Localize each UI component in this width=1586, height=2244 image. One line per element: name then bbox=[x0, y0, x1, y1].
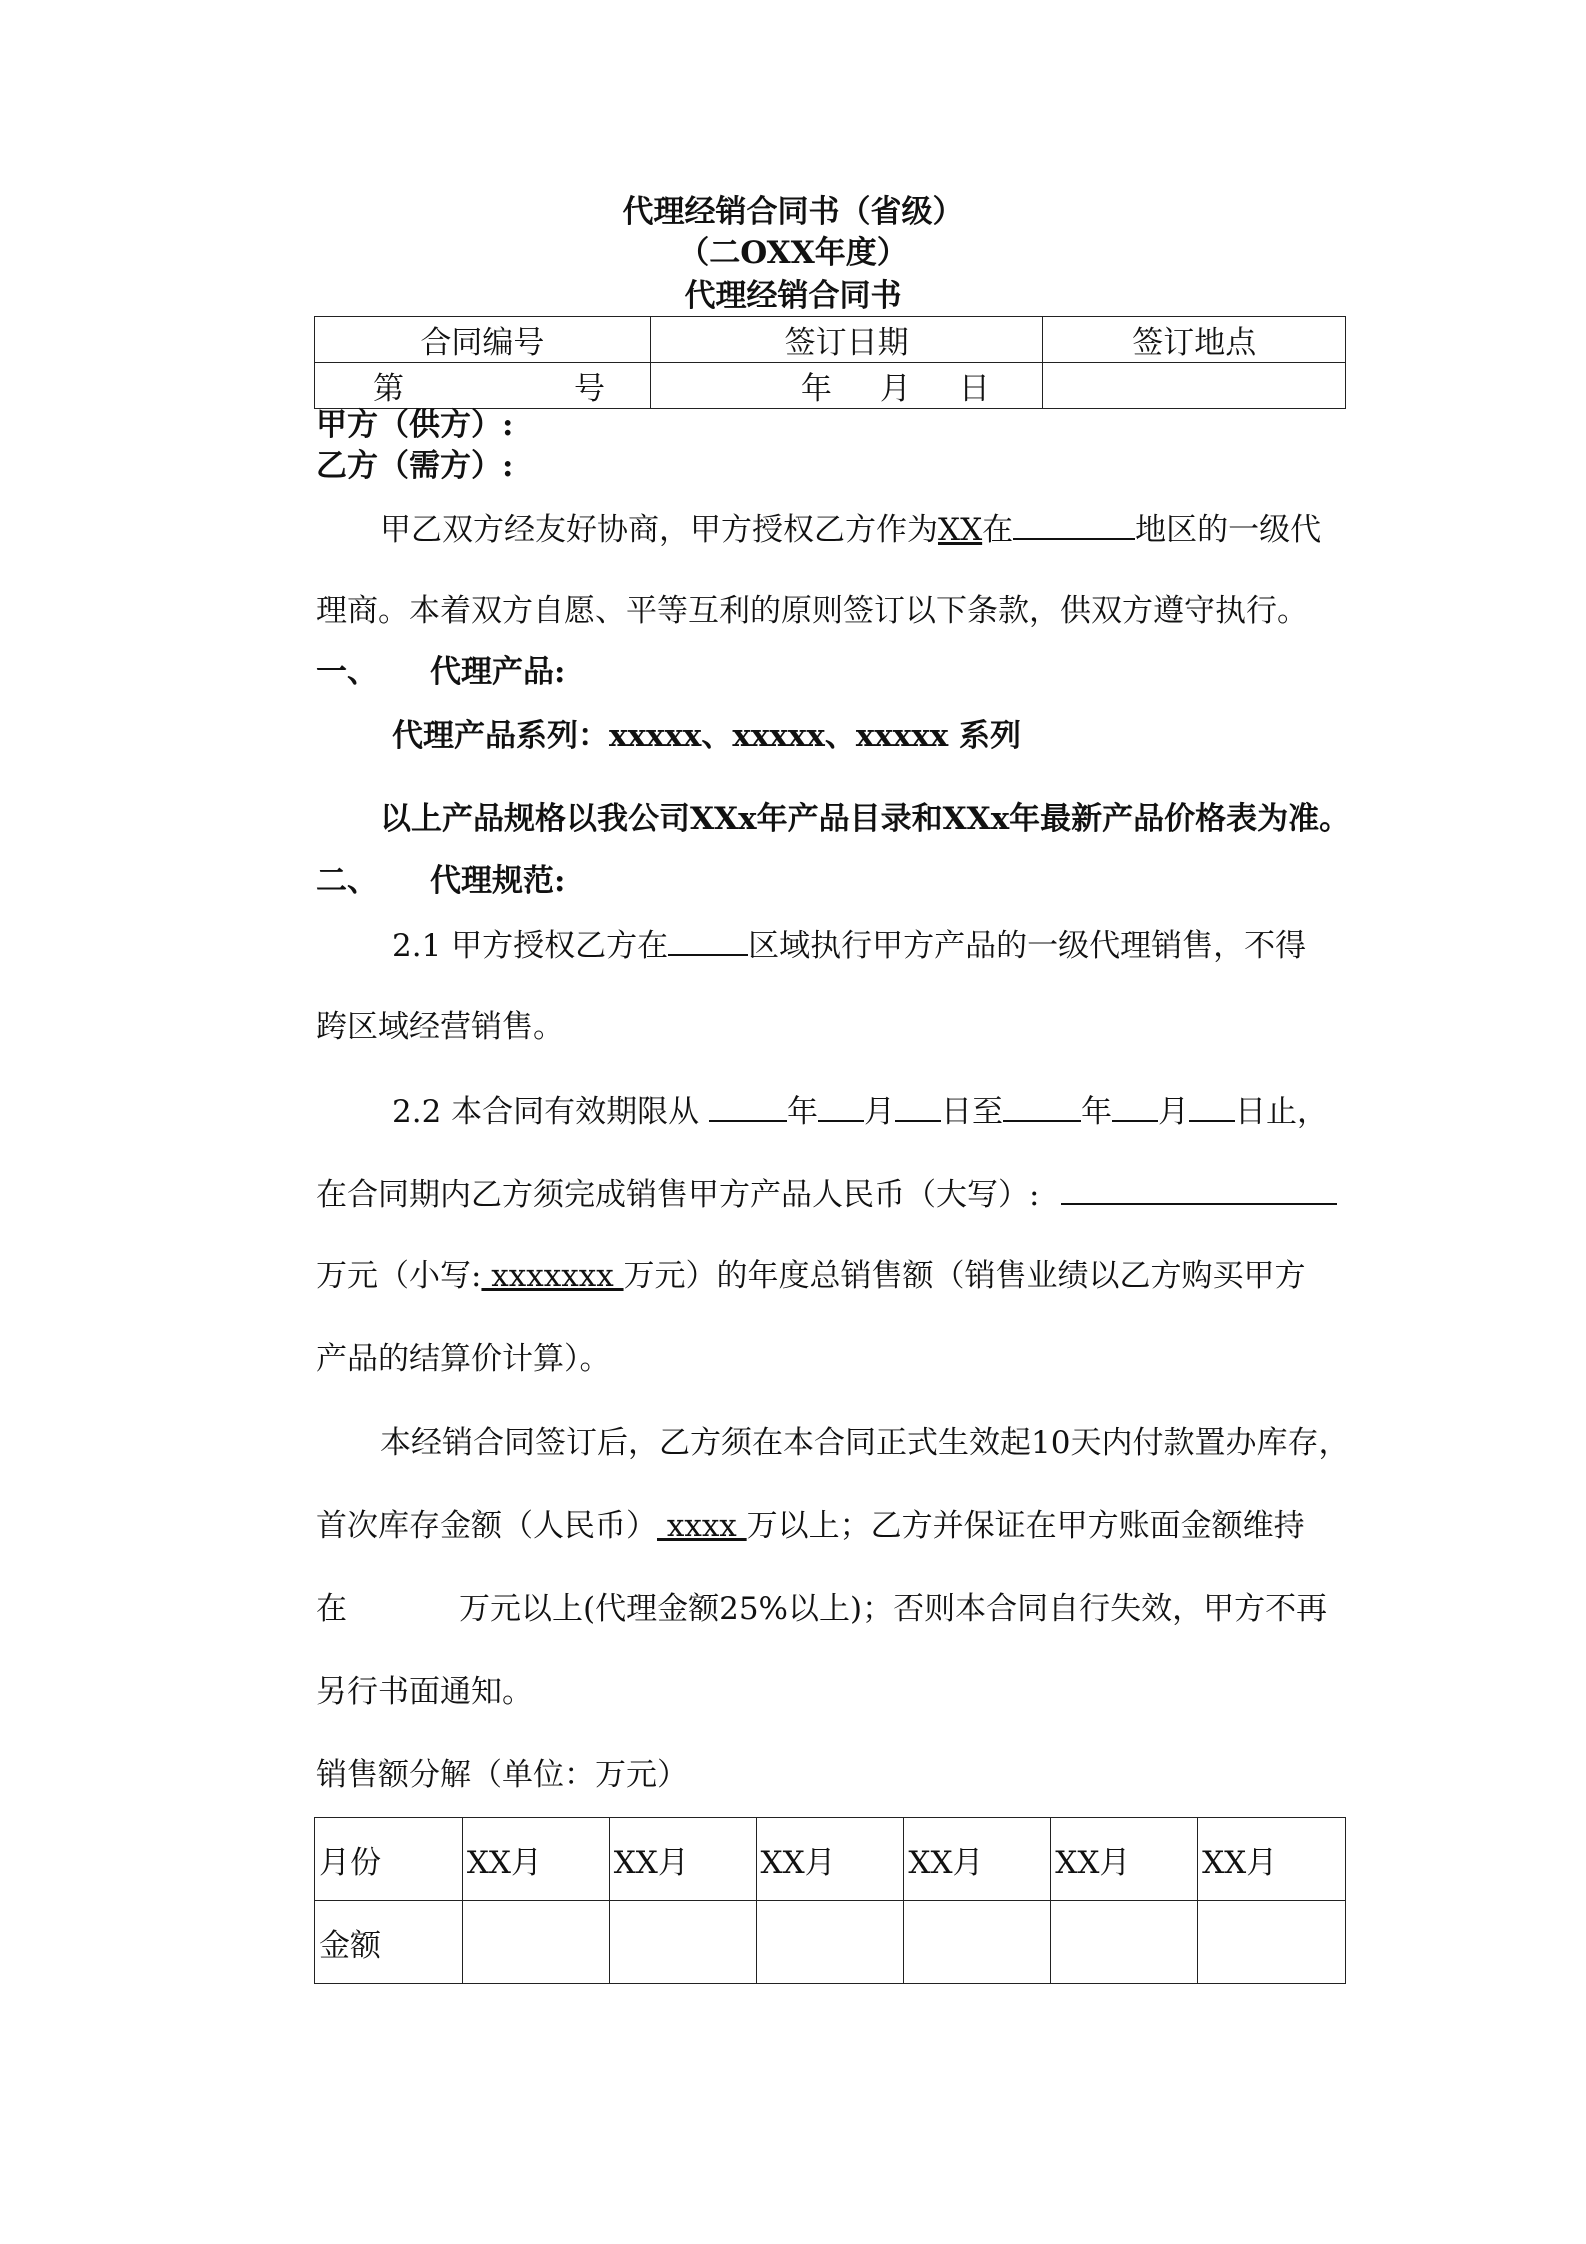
text: 2.1 甲方授权乙方在 bbox=[392, 928, 669, 964]
title-line-1: 代理经销合同书（省级） bbox=[622, 194, 964, 230]
text: 万元（小写: bbox=[316, 1258, 482, 1294]
year-label: 年 bbox=[800, 371, 832, 407]
party-a: 甲方（供方）: bbox=[316, 407, 514, 443]
start-day-blank[interactable] bbox=[895, 1090, 941, 1122]
section1-num: 一、 bbox=[316, 654, 378, 690]
contract-no-cell[interactable] bbox=[315, 363, 651, 409]
no-suffix: 号 bbox=[574, 371, 605, 407]
section2-num: 二、 bbox=[316, 863, 378, 899]
month-cell: XX月 bbox=[609, 1818, 756, 1901]
clause-2-2-line-2 bbox=[316, 1173, 1337, 1215]
title-line-3: 代理经销合同书 bbox=[684, 278, 902, 314]
month-cell: XX月 bbox=[756, 1818, 904, 1901]
text: 2.2 本合同有效期限从 bbox=[392, 1094, 700, 1130]
table-row bbox=[315, 1818, 1346, 1901]
text: 地区的一级代 bbox=[1135, 512, 1322, 548]
amount-cell[interactable] bbox=[1051, 1901, 1198, 1984]
start-year-blank[interactable] bbox=[709, 1090, 787, 1122]
text: 万以上；乙方并保证在甲方账面金额维持 bbox=[746, 1508, 1305, 1544]
text: 区域执行甲方产品的一级代理销售，不得 bbox=[748, 928, 1307, 964]
stock-line-2 bbox=[316, 1506, 1305, 1546]
stock-line-3 bbox=[316, 1589, 1327, 1629]
product-series: 代理产品系列：xxxxx、xxxxx、xxxxx 系列 bbox=[392, 718, 1022, 754]
clause-2-2-line-1 bbox=[392, 1090, 1328, 1132]
amount-in-figures[interactable]: xxxxxxx bbox=[481, 1258, 624, 1294]
contract-info-table bbox=[314, 316, 1346, 409]
sales-breakdown-table bbox=[314, 1817, 1346, 1984]
text: 日至 bbox=[941, 1094, 1004, 1130]
text: 年 bbox=[787, 1094, 819, 1130]
text: 万元以上(代理金额25%以上)；否则本合同自行失效，甲方不再 bbox=[459, 1591, 1328, 1627]
text: 甲乙双方经友好协商，甲方授权乙方作为 bbox=[380, 512, 938, 548]
sign-place-cell[interactable] bbox=[1043, 363, 1346, 409]
month-row-label: 月份 bbox=[315, 1818, 463, 1901]
area-blank[interactable] bbox=[668, 924, 748, 956]
amount-in-words-blank[interactable] bbox=[1061, 1173, 1337, 1205]
sales-caption: 销售额分解（单位：万元） bbox=[316, 1757, 688, 1793]
amount-row-label: 金额 bbox=[315, 1901, 463, 1984]
product-note: 以上产品规格以我公司XXx年产品目录和XXx年最新产品价格表为准。 bbox=[380, 801, 1351, 837]
month-cell: XX月 bbox=[904, 1818, 1051, 1901]
header-contract-no: 合同编号 bbox=[315, 317, 651, 363]
title-line-2: （二OXX年度） bbox=[678, 235, 908, 271]
sign-date-cell[interactable] bbox=[650, 363, 1043, 409]
intro-line-1 bbox=[380, 508, 1321, 550]
text: 万元）的年度总销售额（销售业绩以乙方购买甲方 bbox=[623, 1258, 1306, 1294]
clause-2-2-line-4: 产品的结算价计算）。 bbox=[316, 1341, 611, 1377]
section2-title: 代理规范: bbox=[430, 863, 566, 899]
initial-stock-amount[interactable]: xxxx bbox=[657, 1508, 747, 1544]
amount-cell[interactable] bbox=[756, 1901, 904, 1984]
text: 首次库存金额（人民币） bbox=[316, 1508, 657, 1544]
amount-cell[interactable] bbox=[609, 1901, 756, 1984]
amount-cell[interactable] bbox=[462, 1901, 609, 1984]
end-year-blank[interactable] bbox=[1003, 1090, 1081, 1122]
end-day-blank[interactable] bbox=[1189, 1090, 1235, 1122]
text: 在 bbox=[982, 512, 1014, 548]
header-sign-place: 签订地点 bbox=[1043, 317, 1346, 363]
text: 月 bbox=[1158, 1094, 1190, 1130]
text: 月 bbox=[864, 1094, 896, 1130]
day-label: 日 bbox=[958, 371, 990, 407]
amount-cell[interactable] bbox=[1198, 1901, 1346, 1984]
party-b: 乙方（需方）: bbox=[316, 448, 514, 484]
no-prefix: 第 bbox=[373, 371, 404, 407]
table-row bbox=[315, 1901, 1346, 1984]
text: 在合同期内乙方须完成销售甲方产品人民币（大写）: bbox=[316, 1177, 1040, 1213]
text: 日止， bbox=[1235, 1094, 1329, 1130]
agent-name[interactable]: XX bbox=[938, 512, 983, 548]
month-cell: XX月 bbox=[1051, 1818, 1198, 1901]
stock-line-1: 本经销合同签订后，乙方须在本合同正式生效起10天内付款置办库存， bbox=[380, 1425, 1350, 1461]
amount-cell[interactable] bbox=[904, 1901, 1051, 1984]
clause-2-1-line-1 bbox=[392, 924, 1306, 966]
start-month-blank[interactable] bbox=[818, 1090, 864, 1122]
stock-line-4: 另行书面通知。 bbox=[316, 1674, 533, 1710]
text: 在 bbox=[316, 1591, 347, 1627]
region-blank[interactable] bbox=[1013, 508, 1135, 540]
header-sign-date: 签订日期 bbox=[650, 317, 1043, 363]
end-month-blank[interactable] bbox=[1112, 1090, 1158, 1122]
month-label: 月 bbox=[879, 371, 911, 407]
clause-2-2-line-3 bbox=[316, 1256, 1306, 1296]
text: 年 bbox=[1081, 1094, 1113, 1130]
month-cell: XX月 bbox=[462, 1818, 609, 1901]
clause-2-1-line-2: 跨区域经营销售。 bbox=[316, 1009, 564, 1045]
section1-title: 代理产品: bbox=[430, 654, 566, 690]
intro-line-2: 理商。本着双方自愿、平等互利的原则签订以下条款，供双方遵守执行。 bbox=[316, 593, 1308, 629]
month-cell: XX月 bbox=[1198, 1818, 1346, 1901]
